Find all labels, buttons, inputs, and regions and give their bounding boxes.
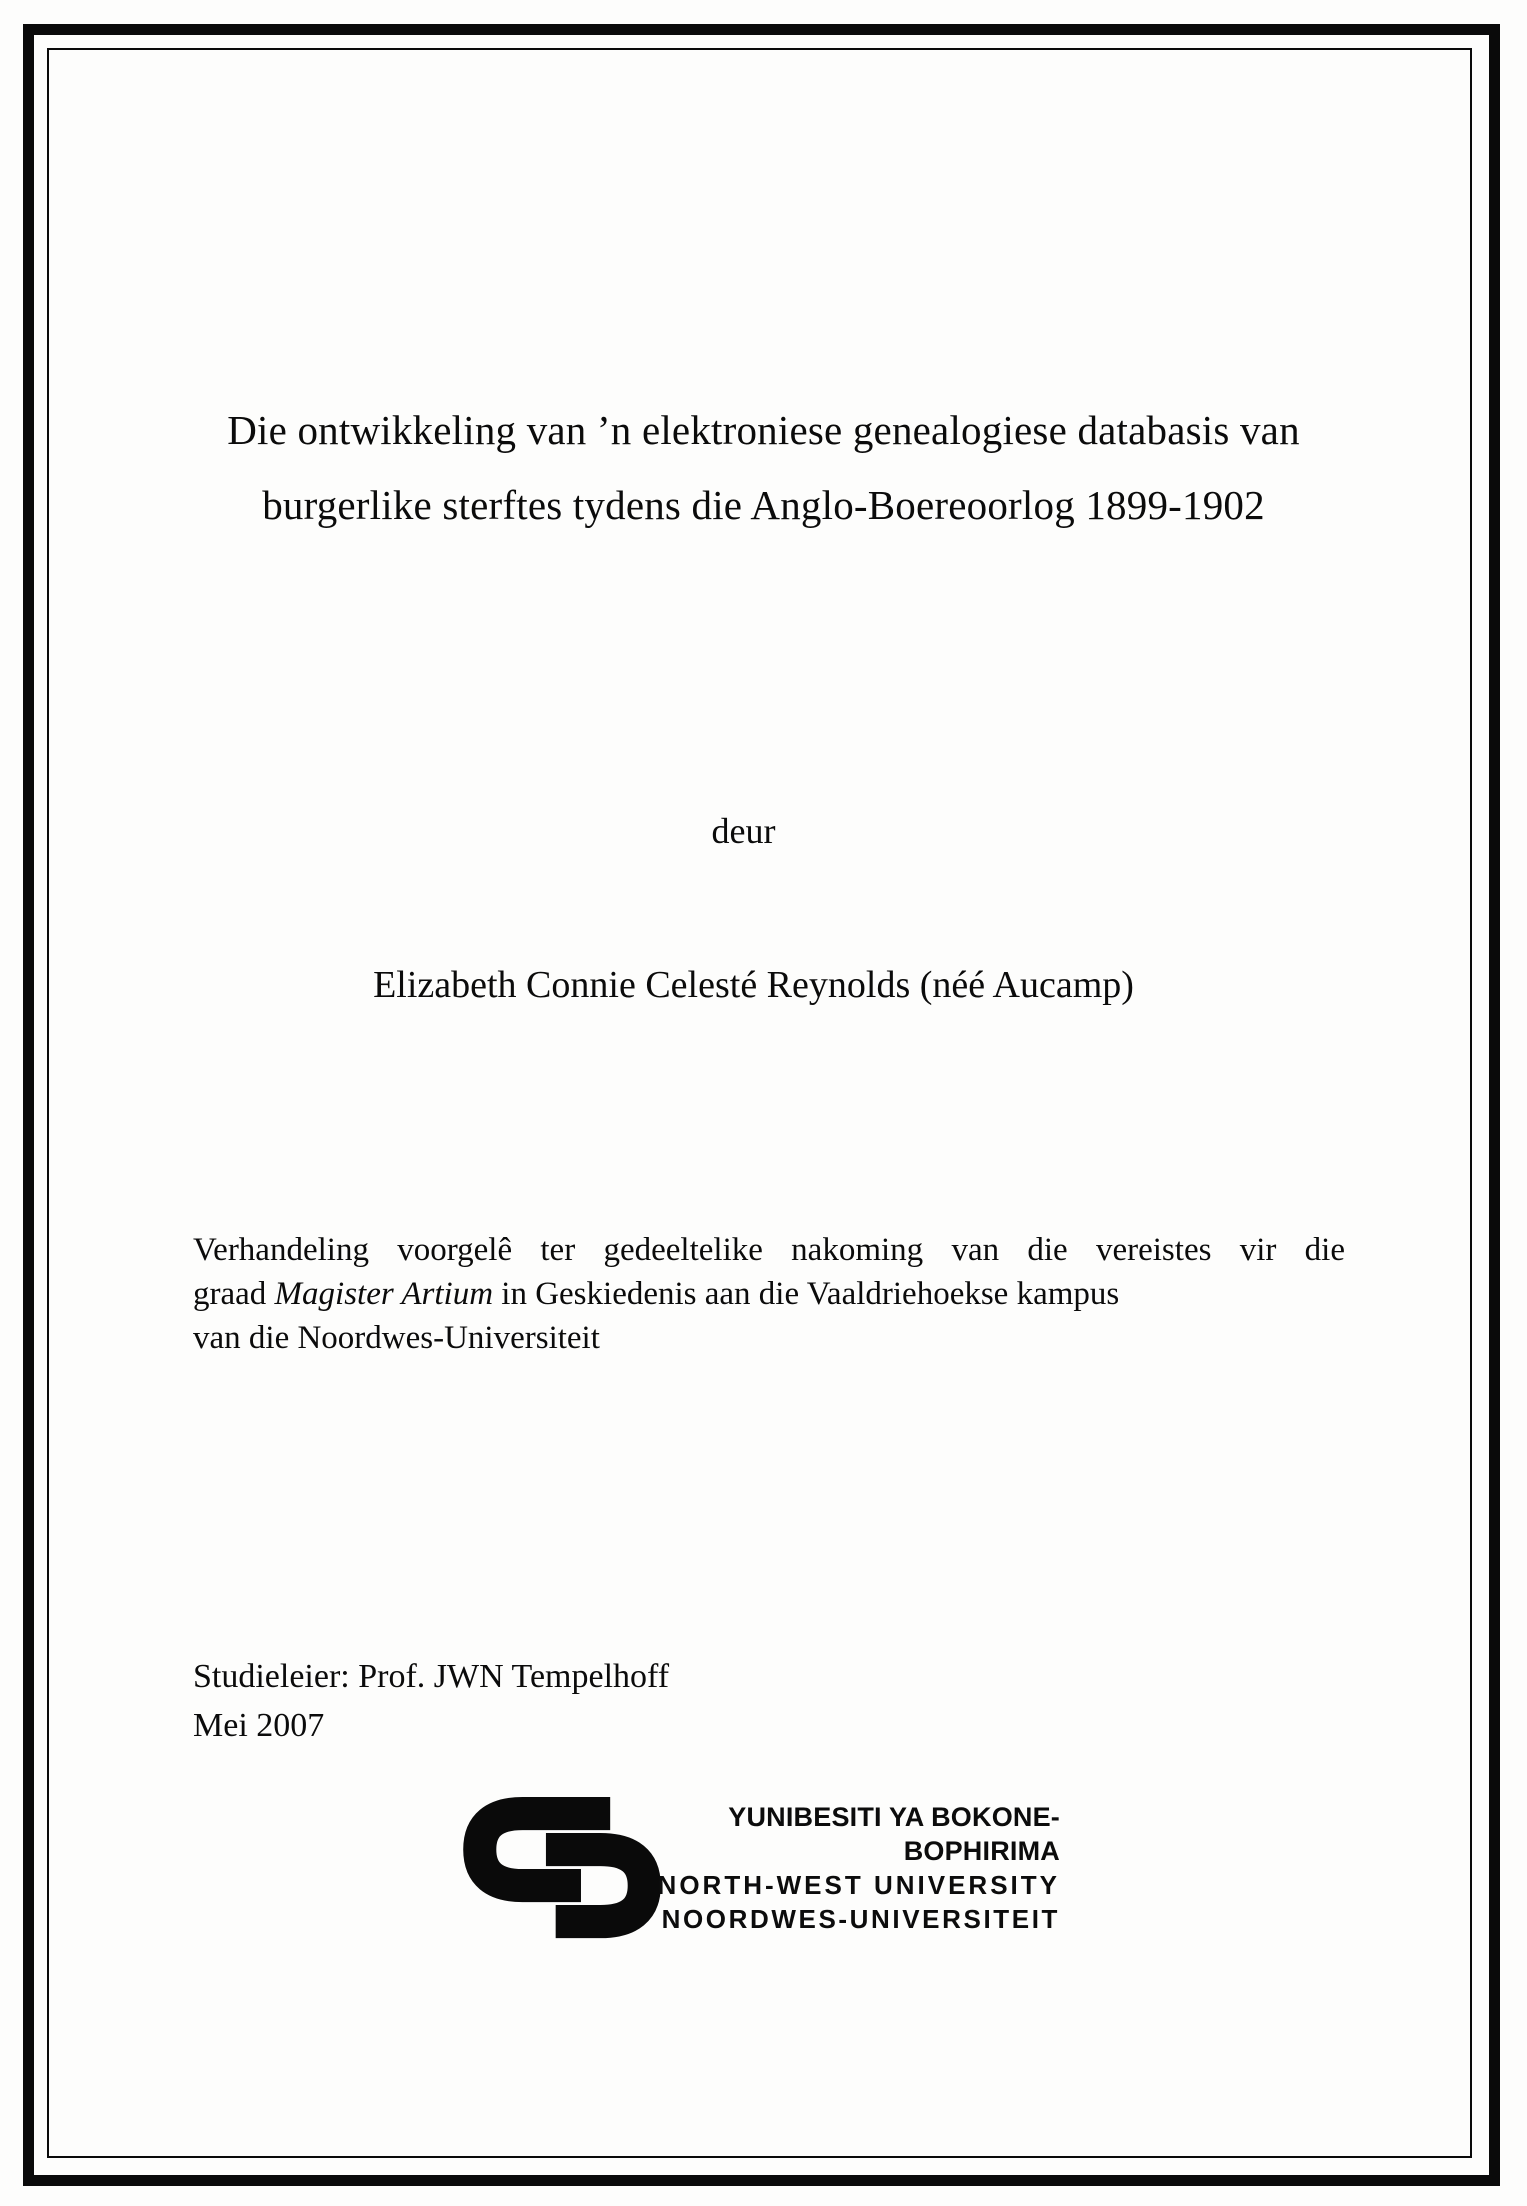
author-name: Elizabeth Connie Celesté Reynolds (néé Aucamp) <box>373 964 1134 1006</box>
supervisor-block <box>193 1652 669 1750</box>
university-logo <box>462 1797 1060 1943</box>
degree-statement-line-2 <box>193 1272 1345 1316</box>
university-logo-text <box>585 1800 1060 1936</box>
byline-deur: deur <box>711 811 776 851</box>
degree-statement-line-1: Verhandeling voorgelê ter gedeeltelike nakoming van die vereistes vir die <box>193 1232 1345 1268</box>
degree-statement-line-3: van die Noordwes-Universiteit <box>193 1320 600 1356</box>
logo-text-setswana: YUNIBESITI YA BOKONE-BOPHIRIMA <box>728 1802 1060 1866</box>
date-line: Mei 2007 <box>193 1707 325 1744</box>
logo-text-english: NORTH-WEST UNIVERSITY <box>657 1870 1060 1900</box>
logo-text-afrikaans: NOORDWES-UNIVERSITEIT <box>661 1904 1060 1934</box>
supervisor-line: Studieleier: Prof. JWN Tempelhoff <box>193 1658 670 1695</box>
degree-statement <box>193 1228 1345 1360</box>
degree-name-italic: Magister Artium <box>274 1276 494 1312</box>
degree-statement-line-2-prefix: graad <box>193 1276 275 1312</box>
degree-statement-line-2-suffix: in Geskiedenis aan die Vaaldriehoekse kampus <box>493 1276 1120 1312</box>
thesis-title-line-1: Die ontwikkeling van ’n elektroniese genealogiese databasis van <box>227 407 1300 453</box>
thesis-title-line-2: burgerlike sterftes tydens die Anglo-Boereoorlog 1899-1902 <box>262 482 1265 528</box>
